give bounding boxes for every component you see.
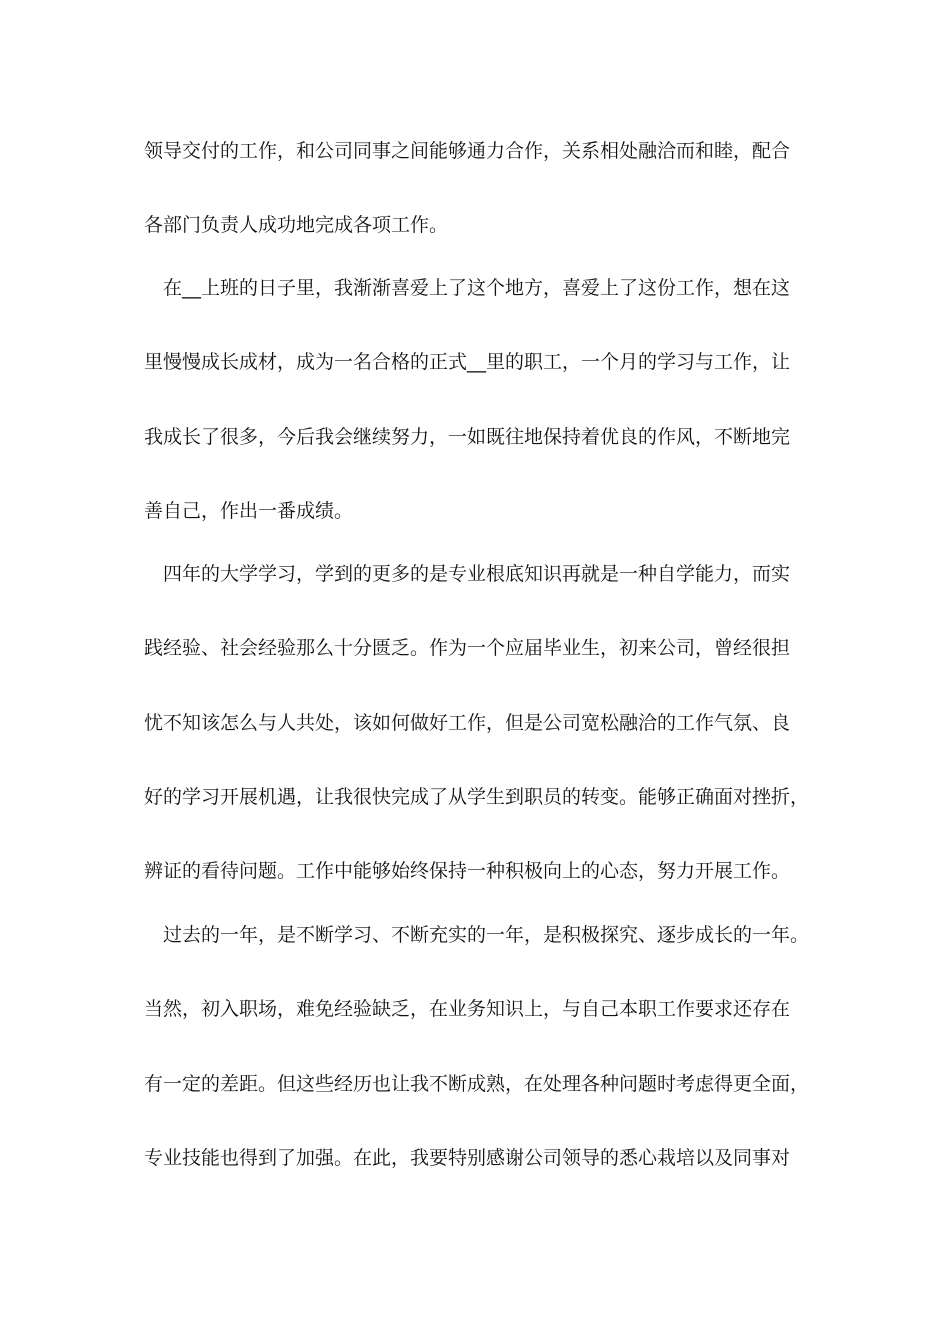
- text-line: 里慢慢成长成材，成为一名合格的正式__里的职工，一个月的学习与工作，让: [144, 351, 791, 373]
- text-line: 我成长了很多，今后我会继续努力，一如既往地保持着优良的作风，不断地完: [144, 426, 791, 448]
- text-line: 有一定的差距。但这些经历也让我不断成熟，在处理各种问题时考虑得更全面，: [144, 1073, 810, 1095]
- text-line: 善自己，作出一番成绩。: [144, 500, 354, 522]
- text-line: 领导交付的工作，和公司同事之间能够通力合作，关系相处融洽而和睦，配合: [144, 140, 791, 162]
- text-line: 忧不知该怎么与人共处，该如何做好工作，但是公司宽松融洽的工作气氛、良: [144, 712, 791, 734]
- text-line: 好的学习开展机遇，让我很快完成了从学生到职员的转变。能够正确面对挫折，: [144, 786, 810, 808]
- paragraph-start-line: 在__上班的日子里，我渐渐喜爱上了这个地方，喜爱上了这份工作，想在这: [163, 277, 791, 299]
- text-line: 各部门负责人成功地完成各项工作。: [144, 214, 449, 236]
- paragraph-start-line: 四年的大学学习，学到的更多的是专业根底知识再就是一种自学能力，而实: [163, 563, 791, 585]
- text-line: 辨证的看待问题。工作中能够始终保持一种积极向上的心态，努力开展工作。: [144, 860, 791, 882]
- text-line: 践经验、社会经验那么十分匮乏。作为一个应届毕业生，初来公司，曾经很担: [144, 637, 791, 659]
- text-line: 当然，初入职场，难免经验缺乏，在业务知识上，与自己本职工作要求还存在: [144, 998, 791, 1020]
- paragraph-start-line: 过去的一年，是不断学习、不断充实的一年，是积极探究、逐步成长的一年。: [163, 924, 810, 946]
- text-line: 专业技能也得到了加强。在此，我要特别感谢公司领导的悉心栽培以及同事对: [144, 1147, 791, 1169]
